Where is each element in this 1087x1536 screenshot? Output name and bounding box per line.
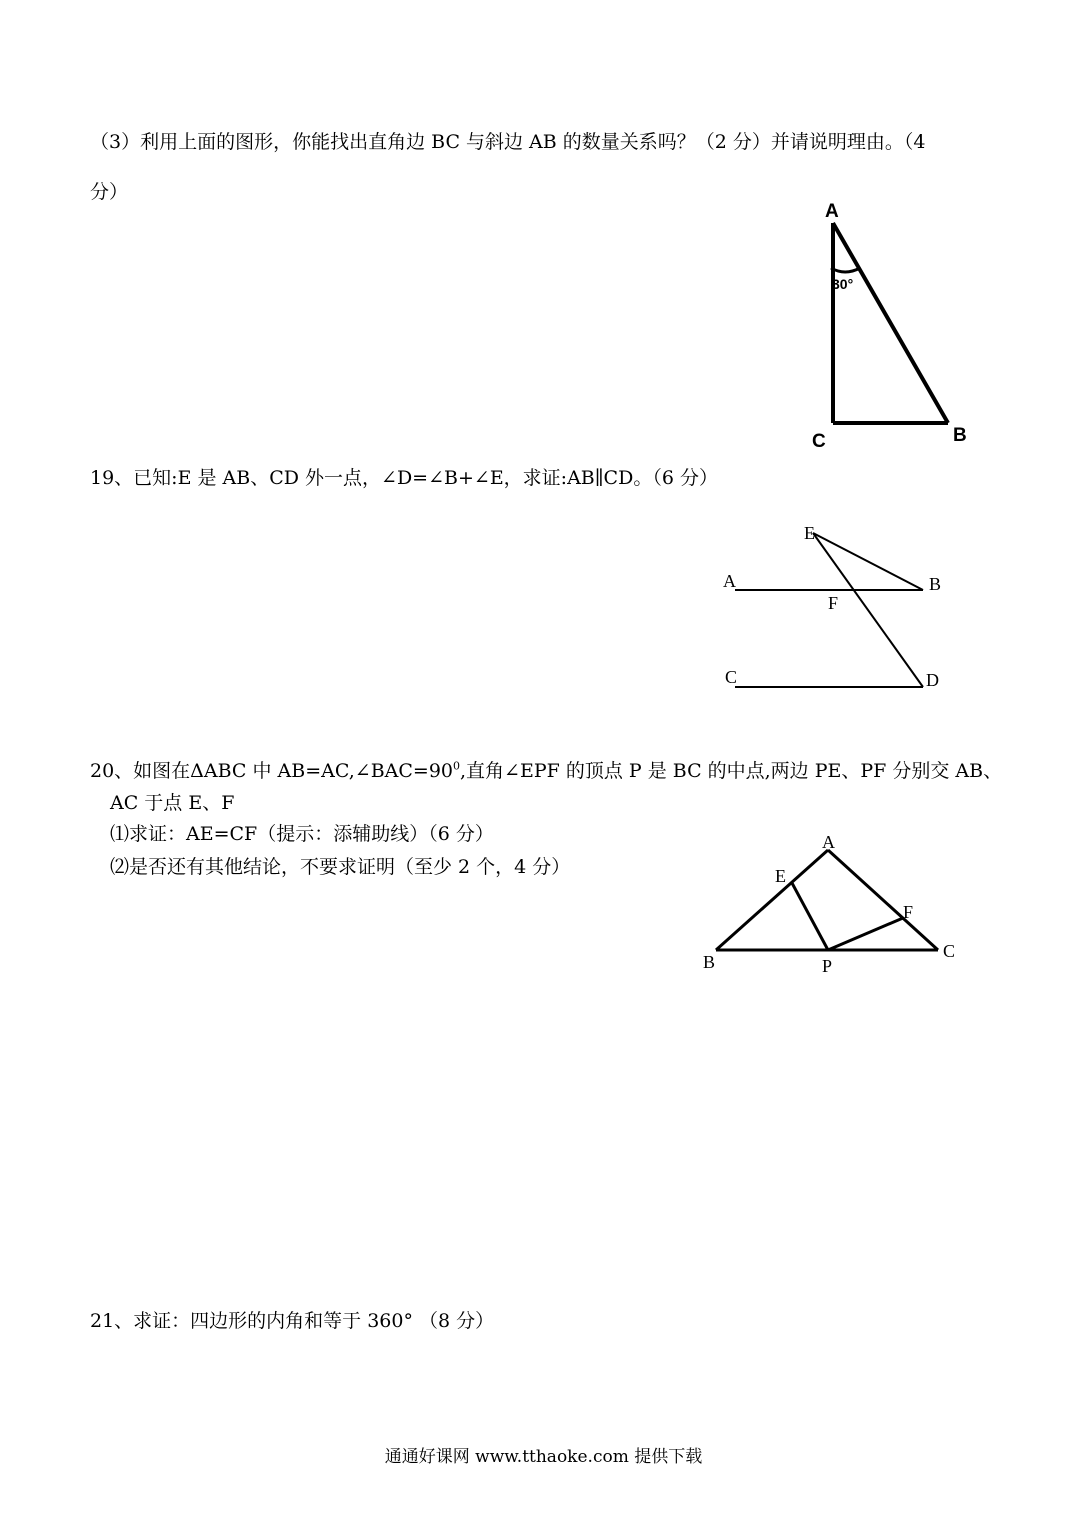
q21-text: 21、求证：四边形的内角和等于 360° （8 分） bbox=[90, 1310, 495, 1332]
hypotenuse-ab bbox=[833, 223, 948, 423]
point-label-f: F bbox=[903, 902, 914, 922]
q19-text: 19、已知:E 是 AB、CD 外一点，∠D=∠B+∠E，求证:AB∥CD。（6 分） bbox=[90, 467, 718, 489]
q20-isosceles-right-triangle-figure bbox=[700, 830, 970, 980]
point-label-d: D bbox=[926, 670, 939, 690]
q20-part2: ⑵是否还有其他结论，不要求证明（至少 2 个，4 分） bbox=[110, 856, 571, 878]
angle-label: 30° bbox=[832, 276, 854, 292]
q20-part1: ⑴求证：AE=CF（提示：添辅助线）（6 分） bbox=[110, 823, 494, 845]
point-label-f: F bbox=[828, 593, 839, 613]
q18-3-text-line1: （3）利用上面的图形，你能找出直角边 BC 与斜边 AB 的数量关系吗？（2 分）并请说明理由。（4 bbox=[90, 131, 926, 153]
point-label-a: A bbox=[723, 571, 736, 591]
q20-text-line2: AC 于点 E、F bbox=[110, 792, 235, 814]
q19-parallel-lines-figure bbox=[715, 515, 955, 700]
vertex-label-b: B bbox=[953, 425, 967, 446]
segment-pf bbox=[828, 918, 903, 950]
point-label-p: P bbox=[822, 956, 833, 976]
q20-line1-part-b: ,直角∠EPF 的顶点 P 是 BC 的中点,两边 PE、PF 分别交 AB、 bbox=[460, 760, 1003, 782]
point-label-b: B bbox=[929, 574, 942, 594]
point-label-c: C bbox=[943, 941, 956, 961]
q20-text-line1 bbox=[90, 759, 1002, 783]
footer-source-note: 通通好课网 www.tthaoke.com 提供下载 bbox=[384, 1447, 703, 1467]
point-label-e: E bbox=[804, 523, 815, 543]
side-ba bbox=[716, 850, 828, 950]
vertex-label-c: C bbox=[812, 431, 826, 452]
q18-3-text-line2: 分） bbox=[90, 181, 129, 203]
vertex-label-a: A bbox=[825, 201, 839, 222]
q18-3-right-triangle-figure bbox=[810, 195, 990, 455]
point-label-e: E bbox=[775, 866, 786, 886]
segment-pe bbox=[792, 883, 828, 950]
segment-eb bbox=[813, 533, 923, 590]
point-label-b: B bbox=[703, 952, 716, 972]
point-label-c: C bbox=[725, 667, 738, 687]
point-label-a: A bbox=[822, 832, 835, 852]
q20-line1-part-a: 20、如图在ΔABC 中 AB=AC,∠BAC=90 bbox=[90, 760, 454, 782]
q20-degree-superscript: 0 bbox=[453, 759, 461, 773]
angle-arc bbox=[831, 268, 860, 272]
side-ac bbox=[828, 850, 938, 950]
